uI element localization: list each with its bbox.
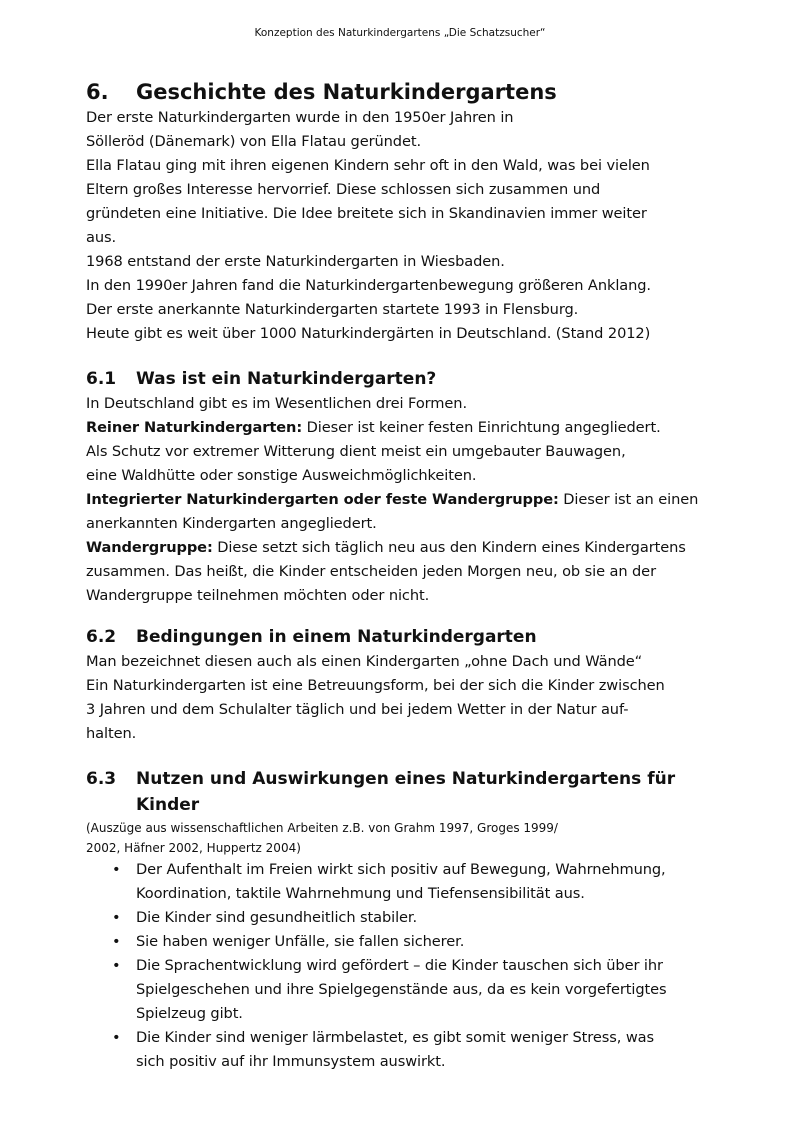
section-number: 6.1 xyxy=(86,369,117,389)
text-line: Der erste anerkannte Naturkindergarten startete 1993 in Flensburg. xyxy=(86,301,579,318)
bullet-icon: • xyxy=(112,933,121,950)
section-heading xyxy=(86,624,665,650)
text-line xyxy=(86,536,698,560)
definition: Dieser ist keiner festen Einrichtung angegliedert. xyxy=(302,419,661,436)
page-header: Konzeption des Naturkindergartens „Die Schatzsucher“ xyxy=(254,27,546,39)
text-line: Heute gibt es weit über 1000 Naturkindergärten in Deutschland. (Stand 2012) xyxy=(86,325,651,342)
text-line: aus. xyxy=(86,229,117,246)
text-line: Koordination, taktile Wahrnehmung und Tiefensensibilität aus. xyxy=(136,885,585,902)
bullet-icon: • xyxy=(112,861,121,878)
list-item xyxy=(86,906,675,930)
text-line: Die Kinder sind weniger lärmbelastet, es gibt somit weniger Stress, was xyxy=(136,1029,655,1046)
term: Integrierter Naturkindergarten oder feste Wandergruppe: xyxy=(86,491,559,508)
text-line: Ella Flatau ging mit ihren eigenen Kindern sehr oft in den Wald, was bei vielen xyxy=(86,157,650,174)
definition: Dieser ist an einen xyxy=(558,491,699,508)
text-line: gründeten eine Initiative. Die Idee breitete sich in Skandinavien immer weiter xyxy=(86,205,647,222)
list-item xyxy=(86,858,675,906)
term: Reiner Naturkindergarten: xyxy=(86,419,303,436)
text-line: Die Sprachentwicklung wird gefördert – die Kinder tauschen sich über ihr xyxy=(136,957,663,974)
text-line: 1968 entstand der erste Naturkindergarten in Wiesbaden. xyxy=(86,253,505,270)
section-6-3 xyxy=(86,766,675,1074)
section-number: 6. xyxy=(86,80,109,104)
text-line: Die Kinder sind gesundheitlich stabiler. xyxy=(136,909,418,926)
section-title: Bedingungen in einem Naturkindergarten xyxy=(136,627,537,647)
term: Wandergruppe: xyxy=(86,539,213,556)
section-heading xyxy=(86,366,698,392)
text-line: eine Waldhütte oder sonstige Ausweichmöglichkeiten. xyxy=(86,467,477,484)
text-line xyxy=(86,488,698,512)
text-line: 3 Jahren und dem Schulalter täglich und bei jedem Wetter in der Natur auf- xyxy=(86,701,629,718)
section-title: Geschichte des Naturkindergartens xyxy=(136,80,557,104)
definition: Diese setzt sich täglich neu aus den Kindern eines Kindergartens xyxy=(212,539,686,556)
text-line: Der erste Naturkindergarten wurde in den 1950er Jahren in xyxy=(86,109,514,126)
section-number: 6.3 xyxy=(86,769,117,789)
text-line: halten. xyxy=(86,725,137,742)
text-line: Man bezeichnet diesen auch als einen Kindergarten „ohne Dach und Wände“ xyxy=(86,653,643,670)
section-heading xyxy=(86,766,675,792)
bullet-icon: • xyxy=(112,909,121,926)
text-line: Spielzeug gibt. xyxy=(136,1005,243,1022)
section-number: 6.2 xyxy=(86,627,117,647)
bullet-icon: • xyxy=(112,957,121,974)
citation-note: (Auszüge aus wissenschaftlichen Arbeiten z.B. von Grahm 1997, Groges 1999/ xyxy=(86,821,558,835)
text-line: Eltern großes Interesse hervorrief. Diese schlossen sich zusammen und xyxy=(86,181,601,198)
text-line: Wandergruppe teilnehmen möchten oder nicht. xyxy=(86,587,430,604)
citation-note: 2002, Häfner 2002, Huppertz 2004) xyxy=(86,841,301,855)
section-title-continued: Kinder xyxy=(136,795,200,815)
text-line: Spielgeschehen und ihre Spielgegenstände aus, da es kein vorgefertigtes xyxy=(136,981,667,998)
list-item xyxy=(86,930,675,954)
text-line: Der Aufenthalt im Freien wirkt sich positiv auf Bewegung, Wahrnehmung, xyxy=(136,861,666,878)
bullet-icon: • xyxy=(112,1029,121,1046)
section-title: Was ist ein Naturkindergarten? xyxy=(136,369,437,389)
section-title: Nutzen und Auswirkungen eines Naturkindergartens für xyxy=(136,769,676,789)
text-line: anerkannten Kindergarten angegliedert. xyxy=(86,515,377,532)
text-line: In den 1990er Jahren fand die Naturkindergartenbewegung größeren Anklang. xyxy=(86,277,651,294)
text-line: In Deutschland gibt es im Wesentlichen drei Formen. xyxy=(86,395,467,412)
text-line: zusammen. Das heißt, die Kinder entscheiden jeden Morgen neu, ob sie an der xyxy=(86,563,656,580)
list-item xyxy=(86,1026,675,1074)
text-line: Als Schutz vor extremer Witterung dient meist ein umgebauter Bauwagen, xyxy=(86,443,626,460)
text-line xyxy=(86,416,698,440)
text-line: Ein Naturkindergarten ist eine Betreuungsform, bei der sich die Kinder zwischen xyxy=(86,677,665,694)
text-line: Sölleröd (Dänemark) von Ella Flatau geründet. xyxy=(86,133,421,150)
section-6 xyxy=(86,78,651,346)
section-6-1 xyxy=(86,366,698,608)
list-item xyxy=(86,954,675,1026)
text-line: Sie haben weniger Unfälle, sie fallen sicherer. xyxy=(136,933,465,950)
section-6-2 xyxy=(86,624,665,746)
section-heading xyxy=(86,78,651,106)
text-line: sich positiv auf ihr Immunsystem auswirkt. xyxy=(136,1053,446,1070)
